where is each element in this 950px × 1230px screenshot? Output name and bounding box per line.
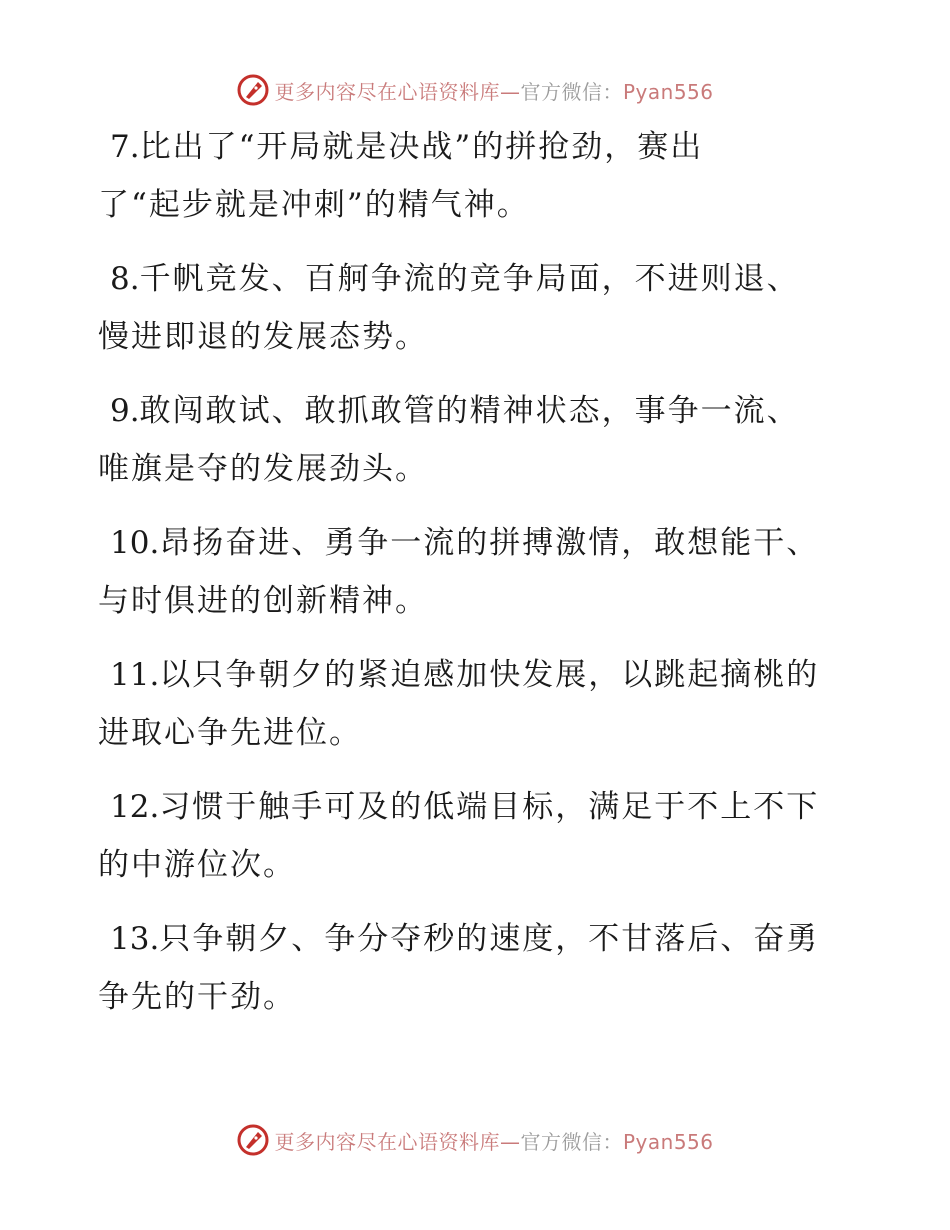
list-item — [98, 778, 858, 894]
watermark-text: 更多内容尽在心语资料库—官方微信：Pyan556 — [274, 1129, 714, 1154]
item-text: 习惯于触手可及的低端目标，满足于不上不下 — [159, 789, 820, 825]
item-number: 9. — [110, 393, 140, 429]
list-item — [98, 382, 858, 498]
item-text: 争先的干劲。 — [98, 979, 296, 1015]
item-text: 以只争朝夕的紧迫感加快发展，以跳起摘桃的 — [159, 657, 820, 693]
item-number: 7. — [110, 129, 140, 165]
item-text: 昂扬奋进、勇争一流的拼搏激情，敢想能干、 — [159, 525, 820, 561]
item-number: 13. — [110, 921, 160, 957]
item-text: 慢进即退的发展态势。 — [98, 319, 428, 355]
item-text: 的中游位次。 — [98, 847, 296, 883]
list-item — [98, 250, 858, 366]
item-text: 与时俱进的创新精神。 — [98, 583, 428, 619]
footer-watermark — [0, 1120, 950, 1160]
item-number: 12. — [110, 789, 160, 825]
item-text: 了“起步就是冲刺”的精气神。 — [98, 187, 530, 223]
item-text: 唯旗是夺的发展劲头。 — [98, 451, 428, 487]
pen-nib-circle-icon — [236, 73, 270, 107]
header-watermark — [0, 70, 950, 110]
item-text: 比出了“开局就是决战”的拼抢劲，赛出 — [139, 129, 704, 165]
pen-nib-circle-icon — [236, 1123, 270, 1157]
item-number: 11. — [110, 657, 160, 693]
list-item — [98, 514, 858, 630]
item-text: 只争朝夕、争分夺秒的速度，不甘落后、奋勇 — [159, 921, 820, 957]
list-item — [98, 118, 858, 234]
list-item — [98, 910, 858, 1026]
document-body — [98, 118, 858, 1042]
item-number: 8. — [110, 261, 140, 297]
item-text: 千帆竞发、百舸争流的竞争局面，不进则退、 — [139, 261, 800, 297]
watermark-text: 更多内容尽在心语资料库—官方微信：Pyan556 — [274, 79, 714, 104]
item-text: 进取心争先进位。 — [98, 715, 362, 751]
item-text: 敢闯敢试、敢抓敢管的精神状态，事争一流、 — [139, 393, 800, 429]
item-number: 10. — [110, 525, 160, 561]
list-item — [98, 646, 858, 762]
